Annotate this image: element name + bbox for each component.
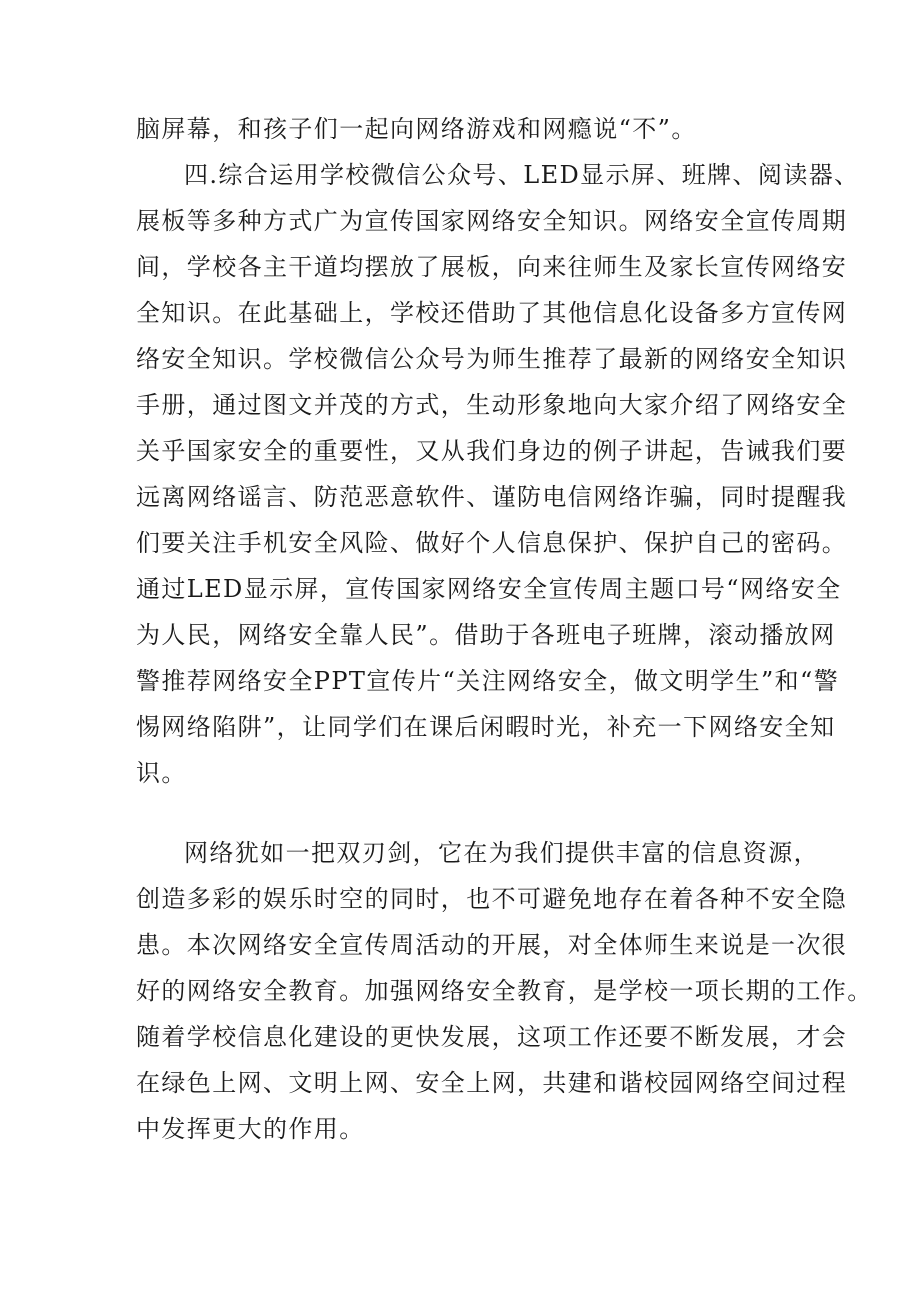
text-line: 在绿色上网、文明上网、安全上网，共建和谐校园网络空间过程 (136, 1069, 848, 1097)
text-line: 间，学校各主干道均摆放了展板，向来往师生及家长宣传网络安 (136, 253, 848, 281)
text-line: 为人民，网络安全靠人民”。借助于各班电子班牌，滚动播放网 (136, 621, 836, 649)
paragraph-section-four (136, 152, 860, 796)
text-line: 中发挥更大的作用。 (136, 1115, 365, 1143)
paragraph-closing (136, 830, 873, 1152)
text-line: 网络犹如一把双刃剑，它在为我们提供丰富的信息资源， (184, 839, 819, 867)
text-line: 患。本次网络安全宣传周活动的开展，对全体师生来说是一次很 (136, 931, 848, 959)
text-line: 随着学校信息化建设的更快发展，这项工作还要不断发展，才会 (136, 1023, 848, 1051)
text-line: 远离网络谣言、防范恶意软件、谨防电信网络诈骗，同时提醒我 (136, 483, 848, 511)
text-line: 展板等多种方式广为宣传国家网络安全知识。网络安全宣传周期 (136, 207, 848, 235)
paragraph-continuation (136, 106, 796, 152)
text-line: 手册，通过图文并茂的方式，生动形象地向大家介绍了网络安全 (136, 391, 848, 419)
text-line: 络安全知识。学校微信公众号为师生推荐了最新的网络安全知识 (136, 345, 848, 373)
text-line: 警推荐网络安全PPT宣传片“关注网络安全，做文明学生”和“警 (136, 667, 840, 695)
text-line: 好的网络安全教育。加强网络安全教育，是学校一项长期的工作。 (136, 977, 873, 1005)
text-line: 通过LED显示屏，宣传国家网络安全宣传周主题口号“网络安全 (136, 575, 842, 603)
text-line: 识。 (136, 759, 187, 787)
text-line: 们要关注手机安全风险、做好个人信息保护、保护自己的密码。 (136, 529, 848, 557)
text-line: 关乎国家安全的重要性，又从我们身边的例子讲起，告诫我们要 (136, 437, 848, 465)
text-line: 惕网络陷阱”，让同学们在课后闲暇时光，补充一下网络安全知 (136, 713, 836, 741)
text-line: 创造多彩的娱乐时空的同时，也不可避免地存在着各种不安全隐 (136, 885, 848, 913)
text-line: 脑屏幕，和孩子们一起向网络游戏和网瘾说“不”。 (136, 115, 697, 143)
text-line: 四.综合运用学校微信公众号、LED显示屏、班牌、阅读器、 (184, 161, 860, 189)
text-line: 全知识。在此基础上，学校还借助了其他信息化设备多方宣传网 (136, 299, 848, 327)
